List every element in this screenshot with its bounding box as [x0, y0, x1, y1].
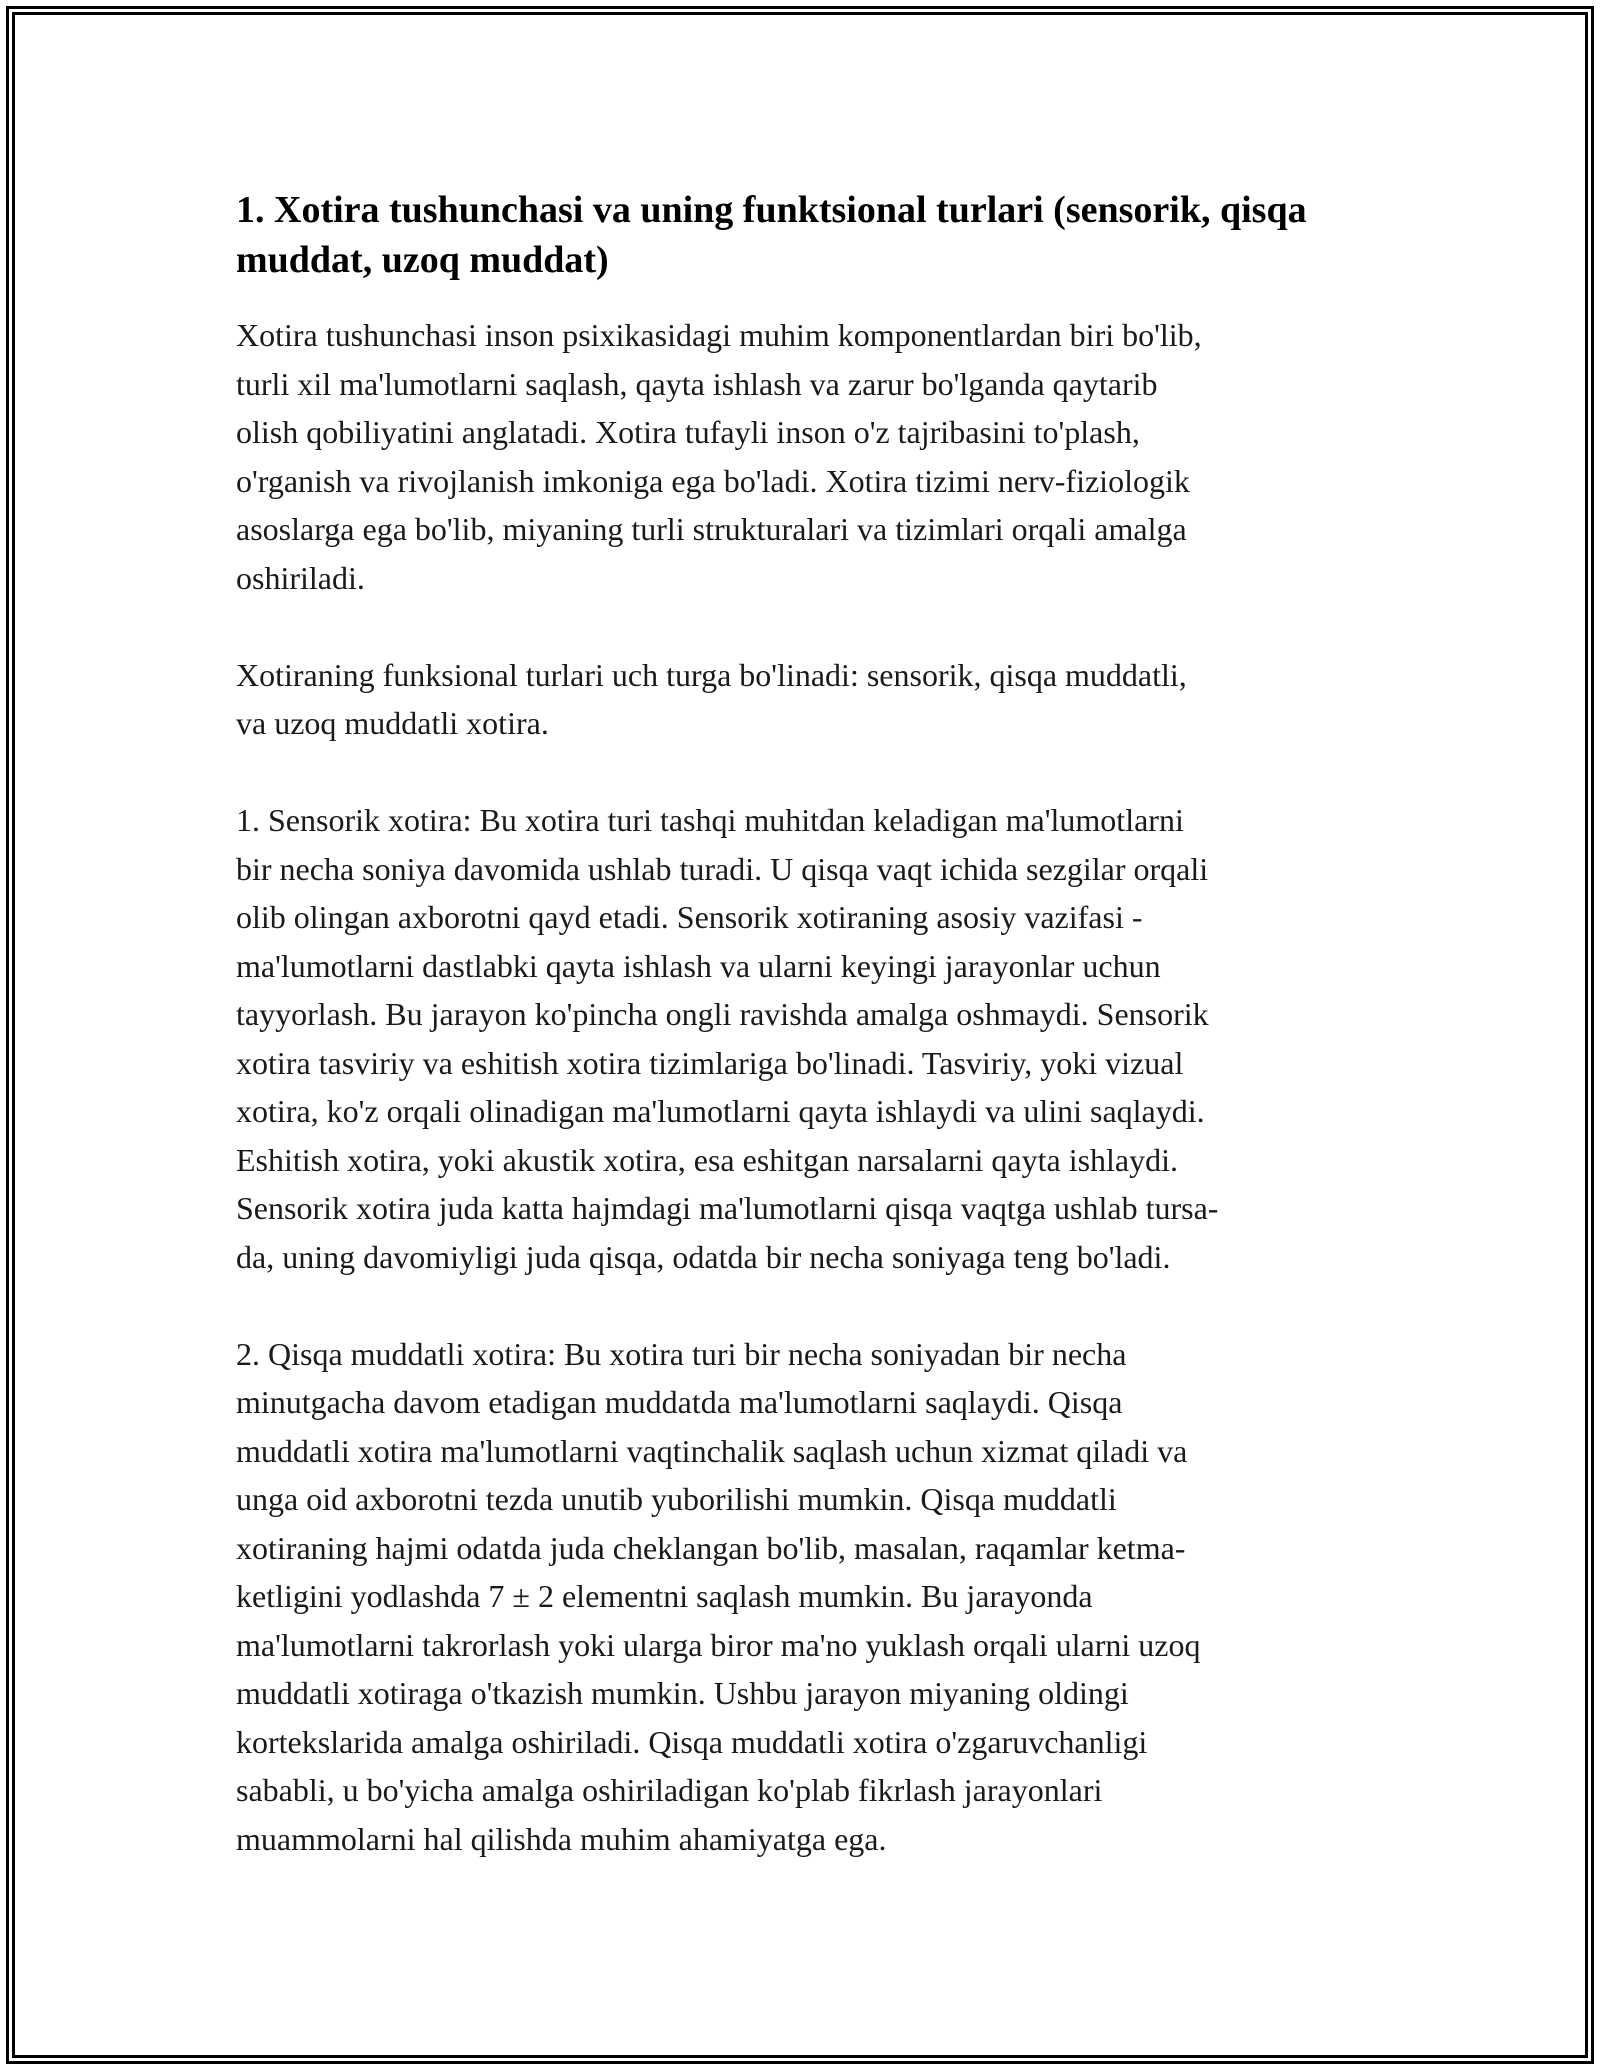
paragraph-sensory-memory: 1. Sensorik xotira: Bu xotira turi tashqi muhitdan keladigan ma'lumotlarni bir necha soniya davomida ushlab turadi. U qisqa vaqt ichida sezgilar orqali olib olingan axborotni qayd etadi. Sensorik xotiraning asosiy vazifasi - ma'lumotlarni dastlabki qayta ishlash va ularni keyingi jarayonlar uchun tayyorlash. Bu jarayon ko'pincha ongli ravishda amalga oshmaydi. Sensorik xotira tasviriy va eshitish xotira tizimlariga bo'linadi. Tasviriy, yoki vizual xotira, ko'z orqali olinadigan ma'lumotlarni qayta ishlaydi va ulini saqlaydi. Eshitish xotira, yoki akustik xotira, esa eshitgan narsalarni qayta ishlaydi. Sensorik xotira juda katta hajmdagi ma'lumotlarni qisqa vaqtga ushlab tursa- da, uning davomiyligi juda qisqa, odatda bir necha soniyaga teng bo'ladi. — [236, 802, 1219, 1275]
document-body — [236, 185, 1376, 1912]
paragraph-short-term-memory: 2. Qisqa muddatli xotira: Bu xotira turi bir necha soniyadan bir necha minutgacha davom etadigan muddatda ma'lumotlarni saqlaydi. Qisqa muddatli xotira ma'lumotlarni vaqtinchalik saqlash uchun xizmat qiladi va unga oid axborotni tezda unutib yuborilishi mumkin. Qisqa muddatli xotiraning hajmi odatda juda cheklangan bo'lib, masalan, raqamlar ketma- ketligini yodlashda 7 ± 2 elementni saqlash mumkin. Bu jarayonda ma'lumotlarni takrorlash yoki ularga biror ma'no yuklash orqali ularni uzoq muddatli xotiraga o'tkazish mumkin. Ushbu jarayon miyaning oldingi kortekslarida amalga oshiriladi. Qisqa muddatli xotira o'zgaruvchanligi sababli, u bo'yicha amalga oshiriladigan ko'plab fikrlash jarayonlari muammolarni hal qilishda muhim ahamiyatga ega. — [236, 1335, 1201, 1857]
paragraph-types-overview: Xotiraning funksional turlari uch turga bo'linadi: sensorik, qisqa muddatli, va uzoq muddatli xotira. — [236, 656, 1187, 741]
paragraph-intro: Xotira tushunchasi inson psixikasidagi muhim komponentlardan biri bo'lib, turli xil ma'lumotlarni saqlash, qayta ishlash va zarur bo'lganda qaytarib olish qobiliyatini anglatadi. Xotira tufayli inson o'z tajribasini to'plash, o'rganish va rivojlanish imkoniga ega bo'ladi. Xotira tizimi nerv-fiziologik asoslarga ega bo'lib, miyaning turli strukturalari va tizimlari orqali amalga oshiriladi. — [236, 317, 1202, 596]
section-heading: 1. Xotira tushunchasi va uning funktsional turlari (sensorik, qisqa muddat, uzoq muddat) — [236, 189, 1307, 281]
